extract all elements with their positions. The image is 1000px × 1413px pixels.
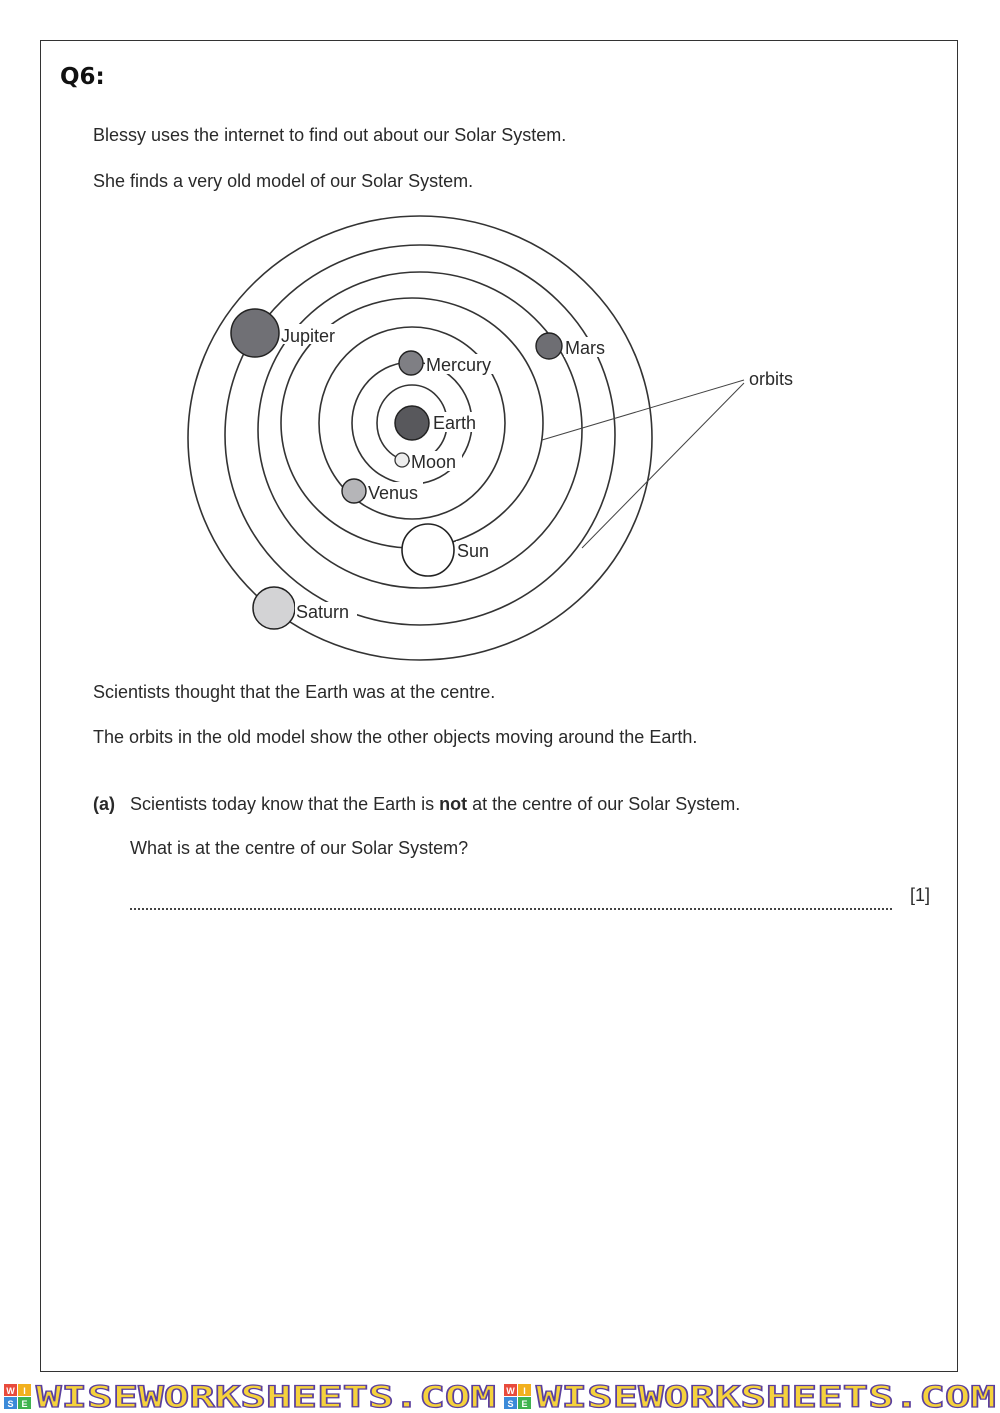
mars-body: [536, 333, 562, 359]
after-text-1: Scientists thought that the Earth was at the centre.: [93, 682, 496, 702]
footer-badge-letter-7: S: [507, 1399, 514, 1409]
earth-label: Earth: [433, 413, 477, 433]
orbits-label: orbits: [749, 369, 794, 389]
footer-logo-right: [504, 1384, 531, 1409]
part-a-statement-post: at the centre of our Solar System.: [467, 794, 741, 814]
mercury-body: [399, 351, 423, 375]
part-a-statement-bold: not: [439, 794, 468, 814]
saturn-body: [253, 587, 295, 629]
part-a-question: What is at the centre of our Solar System?: [130, 838, 469, 858]
footer-brand-text-left: WISEWORKSHEETS.COM: [36, 1380, 496, 1413]
marks-label: [1]: [910, 885, 931, 905]
footer-branding: [0, 1374, 1000, 1413]
footer-brand-text-right: WISEWORKSHEETS.COM: [536, 1380, 996, 1413]
earth-body: [395, 406, 429, 440]
intro-text-2: She finds a very old model of our Solar System.: [93, 171, 474, 191]
footer-badge-letter-3: S: [7, 1399, 14, 1409]
sun-label: Sun: [457, 541, 490, 561]
jupiter-body: [231, 309, 279, 357]
footer-badge-letter-8: E: [521, 1399, 528, 1409]
footer-logo-left: [4, 1384, 31, 1409]
saturn-label: Saturn: [296, 602, 350, 622]
solar-system-diagram: [0, 0, 1000, 680]
mars-label: Mars: [565, 338, 605, 358]
footer-badge-letter-5: W: [506, 1386, 515, 1396]
mercury-label: Mercury: [426, 355, 492, 375]
question-number: Q6:: [60, 64, 105, 90]
part-a-label: (a): [93, 794, 115, 814]
after-text-2: The orbits in the old model show the other objects moving around the Earth.: [93, 727, 698, 747]
footer-badge-letter-1: W: [6, 1386, 15, 1396]
orbit-pointer-lines: [542, 380, 744, 548]
venus-body: [342, 479, 366, 503]
footer-badge-letter-2: I: [23, 1386, 26, 1396]
intro-text-1: Blessy uses the internet to find out about our Solar System.: [93, 125, 567, 145]
moon-label: Moon: [411, 452, 457, 472]
part-a-statement-pre: Scientists today know that the Earth is: [130, 794, 440, 814]
venus-label: Venus: [368, 483, 419, 503]
jupiter-label: Jupiter: [281, 326, 336, 346]
sun-body: [402, 524, 454, 576]
footer-badge-letter-6: I: [523, 1386, 526, 1396]
part-a-statement: [130, 794, 740, 815]
answer-line[interactable]: [130, 896, 892, 910]
moon-body: [395, 453, 409, 467]
footer-badge-letter-4: E: [21, 1399, 28, 1409]
